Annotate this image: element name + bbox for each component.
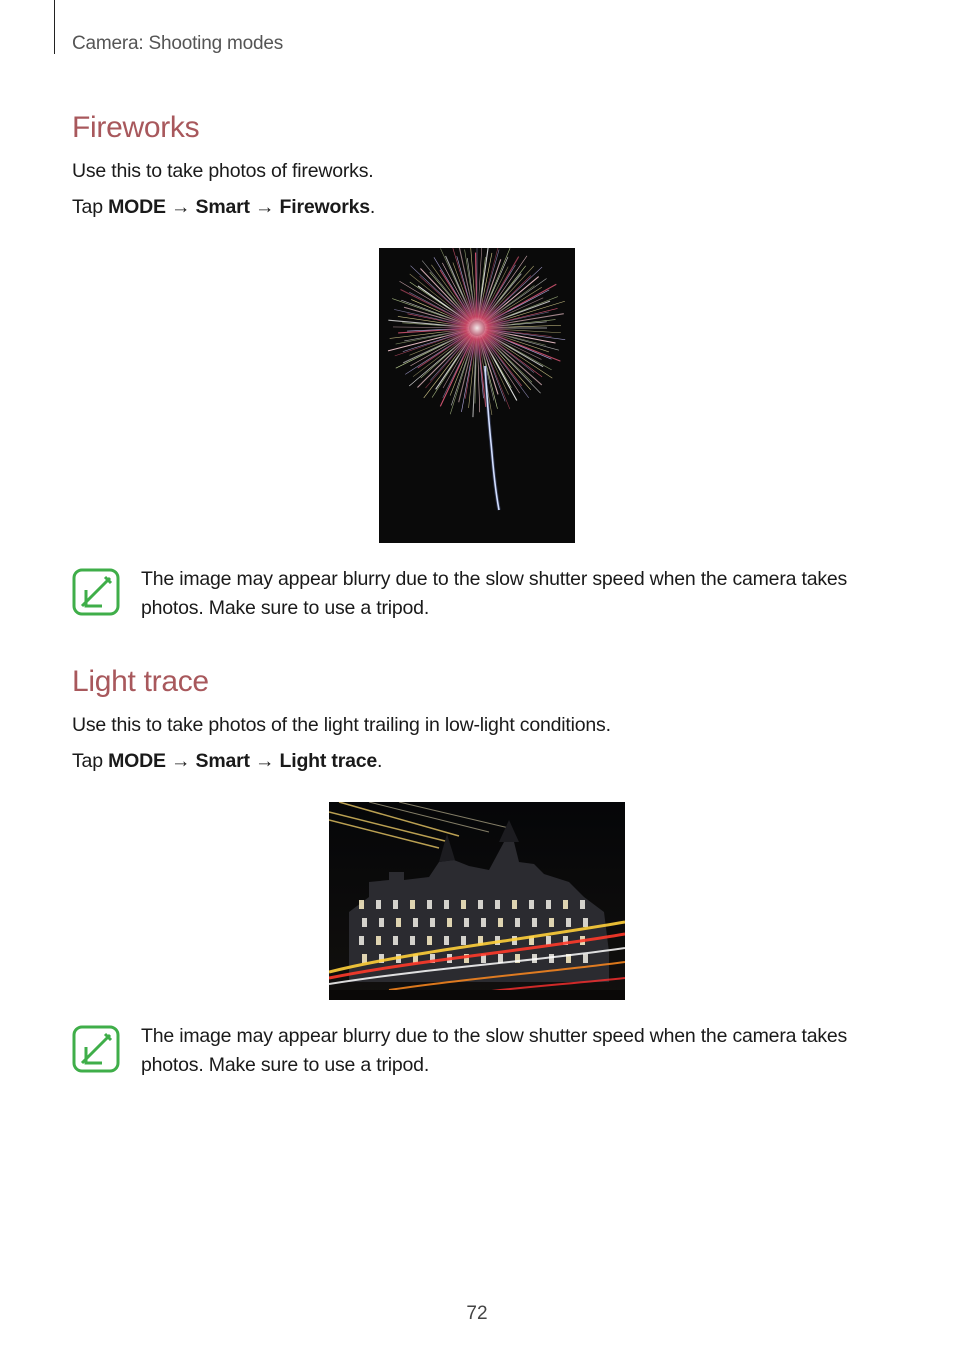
window-light [427,900,432,909]
margin-rule [54,0,55,54]
light-trace-description: Use this to take photos of the light trailing in low-light conditions. [72,714,611,736]
fireworks-description: Use this to take photos of fireworks. [72,160,374,182]
window-light [393,900,398,909]
window-light [376,936,381,945]
light-trace-photo [329,802,625,1000]
window-light [583,954,588,963]
window-light [359,936,364,945]
window-light [410,900,415,909]
section-title-fireworks: Fireworks [72,111,200,144]
light-trace-instruction: Tap MODE → Smart → Light trace. [72,750,383,772]
page-number: 72 [466,1303,488,1324]
note-pencil-icon [72,1025,120,1073]
window-light [478,900,483,909]
window-light [376,900,381,909]
window-light [498,918,503,927]
mode-label: MODE [108,750,166,772]
fireworks-photo [379,248,575,543]
window-light [580,900,585,909]
window-light [549,954,554,963]
window-light [362,954,367,963]
window-light [532,918,537,927]
light-trace-note: The image may appear blurry due to the slow shutter speed when the camera takes photos. Make sure to use a tripod. [141,1025,848,1076]
window-light [546,900,551,909]
window-light [410,936,415,945]
window-light [464,918,469,927]
fireworks-instruction: Tap MODE → Smart → Fireworks. [72,196,376,218]
window-light [444,900,449,909]
window-light [546,936,551,945]
window-light [396,918,401,927]
window-light [461,900,466,909]
smart-label: Smart [195,750,250,772]
running-header: Camera: Shooting modes [72,33,284,54]
window-light [444,936,449,945]
window-light [413,918,418,927]
window-light [427,936,432,945]
window-light [379,918,384,927]
fireworks-note: The image may appear blurry due to the slow shutter speed when the camera takes photos. Make sure to use a tripod. [141,568,848,619]
note-pencil-icon [72,568,120,616]
section-title-light-trace: Light trace [72,665,209,698]
mode-label: MODE [108,196,166,218]
window-light [481,918,486,927]
fireworks-label: Fireworks [279,196,370,218]
window-light [461,936,466,945]
window-light [566,918,571,927]
window-light [512,900,517,909]
window-light [393,936,398,945]
window-light [563,900,568,909]
window-light [549,918,554,927]
light-trace-label: Light trace [279,750,378,772]
window-light [583,918,588,927]
window-light [447,918,452,927]
window-light [362,918,367,927]
window-light [495,900,500,909]
window-light [430,918,435,927]
window-light [515,918,520,927]
window-light [529,900,534,909]
window-light [359,900,364,909]
window-light [498,954,503,963]
smart-label: Smart [195,196,250,218]
